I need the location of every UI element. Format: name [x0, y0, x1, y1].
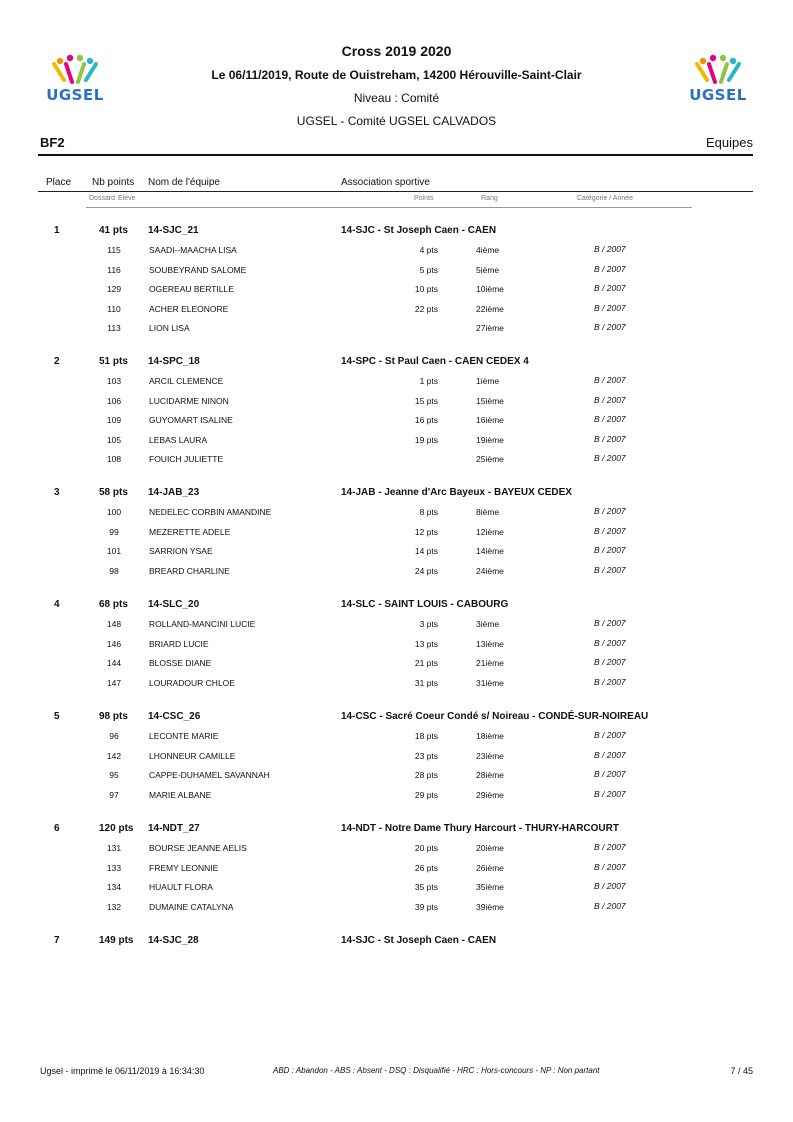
member-dossard: 116	[107, 264, 121, 275]
column-rule	[38, 191, 753, 192]
member-category: B / 2007	[594, 525, 626, 536]
member-name: LHONNEUR CAMILLE	[149, 750, 236, 761]
member-points: 23 pts	[414, 750, 438, 761]
member-name: FREMY LEONNIE	[149, 862, 219, 873]
team-place: 6	[54, 823, 60, 834]
member-dossard: 103	[106, 376, 122, 386]
member-rank: 24ième	[476, 565, 504, 576]
member-rank: 10ième	[476, 284, 504, 294]
page-number: 7 / 45	[730, 1066, 753, 1076]
member-points: 28 pts	[414, 770, 438, 780]
team-association: 14-SLC - SAINT LOUIS - CABOURG	[341, 599, 509, 610]
member-name: ACHER ELEONORE	[149, 303, 229, 314]
member-name: DUMAINE CATALYNA	[149, 901, 234, 912]
member-name: LION LISA	[149, 323, 190, 333]
member-category: B / 2007	[594, 749, 626, 760]
member-rank: 31ième	[476, 677, 504, 688]
team-association: 14-SJC - St Joseph Caen - CAEN	[341, 225, 497, 236]
member-category: B / 2007	[594, 564, 626, 575]
member-rank: 27ième	[476, 323, 504, 333]
member-dossard: 97	[109, 789, 119, 800]
ugsel-logo-right	[683, 52, 753, 112]
sub-points: Points	[414, 195, 434, 202]
category-code: BF2	[40, 135, 65, 150]
member-name: LECONTE MARIE	[149, 731, 219, 741]
member-points: 16 pts	[414, 415, 438, 425]
col-points: Nb points	[92, 177, 135, 188]
member-points: 24 pts	[414, 565, 438, 576]
member-rank: 16ième	[476, 415, 504, 425]
print-info: Ugsel - imprimé le 06/11/2019 à 16:34:30	[40, 1066, 205, 1076]
member-rank: 14ième	[476, 546, 504, 556]
level-label: Niveau : Comité	[353, 91, 440, 105]
member-points: 3 pts	[419, 619, 438, 629]
team-association: 14-SPC - St Paul Caen - CAEN CEDEX 4	[341, 356, 529, 367]
member-category: B / 2007	[594, 881, 626, 891]
member-rank: 23ième	[476, 750, 504, 761]
member-rank: 18ième	[476, 731, 504, 741]
event-subtitle: Le 06/11/2019, Route de Ouistreham, 14200 Hérouville-Saint-Clair	[211, 68, 582, 82]
team-place: 5	[54, 711, 60, 722]
member-name: ROLLAND-MANCINI LUCIE	[149, 619, 256, 629]
member-dossard: 100	[106, 507, 122, 517]
team-name: 14-SLC_20	[148, 599, 200, 610]
member-points: 39 pts	[414, 901, 438, 912]
member-dossard: 134	[106, 882, 122, 892]
member-category: B / 2007	[594, 545, 626, 555]
member-points: 21 pts	[414, 658, 438, 668]
member-category: B / 2007	[594, 900, 626, 911]
team-association: 14-JAB - Jeanne d'Arc Bayeux - BAYEUX CEDEX	[341, 487, 572, 498]
member-dossard: 113	[107, 323, 121, 333]
header-rule	[38, 154, 753, 156]
member-points: 18 pts	[414, 731, 438, 741]
member-category: B / 2007	[594, 322, 626, 332]
member-dossard: 110	[107, 303, 121, 314]
member-dossard: 101	[106, 546, 122, 556]
member-category: B / 2007	[594, 788, 626, 799]
member-dossard: 96	[109, 731, 119, 741]
member-category: B / 2007	[594, 861, 626, 872]
legend: ABD : Abandon - ABS : Absent - DSQ : Disqualifié - HRC : Hors-concours - NP : Non partant	[273, 1066, 600, 1075]
team-points: 58 pts	[99, 487, 128, 498]
team-name: 14-CSC_26	[148, 711, 201, 722]
member-points: 1 pts	[419, 376, 438, 386]
member-category: B / 2007	[594, 375, 626, 385]
member-points: 15 pts	[414, 395, 438, 406]
team-points: 68 pts	[99, 599, 128, 610]
team-points: 149 pts	[99, 935, 134, 946]
member-points: 31 pts	[414, 677, 438, 688]
subheader-rule	[86, 207, 692, 208]
member-points: 29 pts	[414, 789, 438, 800]
member-name: LEBAS LAURA	[149, 434, 208, 445]
member-dossard: 146	[106, 638, 122, 649]
member-dossard: 106	[106, 395, 122, 406]
team-association: 14-NDT - Notre Dame Thury Harcourt - THURY-HARCOURT	[341, 823, 619, 834]
member-name: FOUICH JULIETTE	[149, 454, 224, 464]
team-points: 98 pts	[99, 711, 128, 722]
team-name: 14-NDT_27	[148, 823, 200, 834]
member-rank: 29ième	[476, 789, 504, 800]
member-name: CAPPE-DUHAMEL SAVANNAH	[149, 770, 270, 780]
col-association: Association sportive	[341, 177, 430, 188]
member-name: HUAULT FLORA	[149, 882, 213, 892]
team-name: 14-SJC_28	[148, 935, 199, 946]
member-rank: 13ième	[476, 638, 504, 649]
member-name: SOUBEYRAND SALOME	[149, 264, 247, 275]
member-category: B / 2007	[594, 394, 626, 405]
member-dossard: 109	[106, 415, 122, 425]
member-rank: 4ième	[476, 245, 500, 255]
member-rank: 8ième	[476, 507, 500, 517]
member-points: 13 pts	[414, 638, 438, 649]
team-name: 14-SPC_18	[148, 356, 200, 367]
team-association: 14-SJC - St Joseph Caen - CAEN	[341, 935, 497, 946]
col-team: Nom de l'équipe	[148, 177, 220, 188]
team-place: 4	[54, 599, 60, 610]
member-rank: 20ième	[476, 843, 504, 853]
team-name: 14-JAB_23	[148, 487, 200, 498]
member-name: OGEREAU BERTILLE	[149, 284, 234, 294]
member-name: MARIE ALBANE	[149, 789, 212, 800]
member-name: BLOSSE DIANE	[149, 658, 212, 668]
team-place: 7	[54, 935, 60, 946]
member-category: B / 2007	[594, 618, 626, 628]
member-name: BREARD CHARLINE	[149, 565, 230, 576]
member-category: B / 2007	[594, 414, 626, 424]
member-rank: 25ième	[476, 454, 504, 464]
sub-eleve: Elève	[118, 195, 136, 202]
member-rank: 15ième	[476, 395, 504, 406]
member-dossard: 148	[106, 619, 122, 629]
member-rank: 19ième	[476, 434, 504, 445]
member-category: B / 2007	[594, 657, 626, 667]
member-rank: 5ième	[476, 264, 500, 275]
member-category: B / 2007	[594, 676, 626, 687]
member-rank: 28ième	[476, 770, 504, 780]
sub-rang: Rang	[481, 195, 498, 202]
member-category: B / 2007	[594, 842, 626, 852]
member-rank: 21ième	[476, 658, 504, 668]
member-points: 22 pts	[414, 303, 438, 314]
member-category: B / 2007	[594, 283, 626, 293]
member-category: B / 2007	[594, 263, 626, 274]
logo-text: UGSEL	[46, 86, 104, 104]
member-category: B / 2007	[594, 244, 626, 254]
member-points: 12 pts	[414, 526, 438, 537]
team-association: 14-CSC - Sacré Coeur Condé s/ Noireau - CONDÉ-SUR-NOIREAU	[341, 711, 649, 722]
member-category: B / 2007	[594, 433, 626, 444]
member-dossard: 99	[109, 526, 119, 537]
member-name: SAADI--MAACHA LISA	[149, 245, 237, 255]
member-dossard: 133	[106, 862, 122, 873]
member-rank: 22ième	[476, 303, 504, 314]
member-dossard: 147	[106, 677, 122, 688]
member-points: 26 pts	[414, 862, 438, 873]
member-points: 5 pts	[419, 264, 438, 275]
member-points: 35 pts	[414, 882, 438, 892]
member-rank: 12ième	[476, 526, 504, 537]
member-points: 14 pts	[414, 546, 438, 556]
member-category: B / 2007	[594, 769, 626, 779]
member-category: B / 2007	[594, 730, 626, 740]
committee-label: UGSEL - Comité UGSEL CALVADOS	[296, 114, 497, 128]
member-points: 20 pts	[414, 843, 438, 853]
member-category: B / 2007	[594, 637, 626, 648]
member-name: BOURSE JEANNE AELIS	[149, 843, 247, 853]
member-points: 4 pts	[419, 245, 438, 255]
team-name: 14-SJC_21	[148, 225, 199, 236]
member-rank: 39ième	[476, 901, 504, 912]
member-category: B / 2007	[594, 302, 626, 313]
member-name: SARRION YSAE	[149, 546, 213, 556]
team-points: 51 pts	[99, 356, 128, 367]
member-points: 10 pts	[414, 284, 438, 294]
member-category: B / 2007	[594, 453, 626, 463]
sub-dossard: Dossard	[89, 195, 116, 202]
member-dossard: 129	[106, 284, 122, 294]
section-label: Equipes	[706, 135, 753, 150]
team-place: 3	[54, 487, 60, 498]
member-name: ARCIL CLEMENCE	[149, 376, 224, 386]
member-dossard: 105	[106, 434, 122, 445]
member-dossard: 98	[109, 565, 119, 576]
col-place: Place	[46, 177, 72, 188]
team-points: 41 pts	[99, 225, 128, 236]
member-dossard: 95	[109, 770, 119, 780]
team-place: 1	[54, 225, 60, 236]
member-dossard: 144	[106, 658, 122, 668]
member-rank: 1ième	[476, 376, 500, 386]
member-name: BRIARD LUCIE	[149, 638, 209, 649]
member-category: B / 2007	[594, 506, 626, 516]
member-name: GUYOMART ISALINE	[149, 415, 233, 425]
sub-category: Catégorie / Année	[577, 195, 634, 202]
member-name: LOURADOUR CHLOE	[149, 677, 235, 688]
member-rank: 26ième	[476, 862, 504, 873]
member-dossard: 142	[106, 750, 122, 761]
member-dossard: 115	[107, 245, 121, 255]
member-points: 19 pts	[414, 434, 438, 445]
member-dossard: 108	[106, 454, 122, 464]
member-name: LUCIDARME NINON	[149, 395, 229, 406]
member-dossard: 131	[106, 843, 122, 853]
ugsel-logo-left	[40, 52, 110, 112]
member-name: NEDELEC CORBIN AMANDINE	[149, 507, 272, 517]
member-dossard: 132	[106, 901, 122, 912]
page-title: Cross 2019 2020	[341, 43, 452, 59]
team-place: 2	[54, 356, 60, 367]
member-name: MEZERETTE ADELE	[149, 526, 231, 537]
team-points: 120 pts	[99, 823, 134, 834]
member-rank: 35ième	[476, 882, 504, 892]
member-points: 8 pts	[419, 507, 438, 517]
logo-text: UGSEL	[689, 86, 747, 104]
member-rank: 3ième	[476, 619, 500, 629]
